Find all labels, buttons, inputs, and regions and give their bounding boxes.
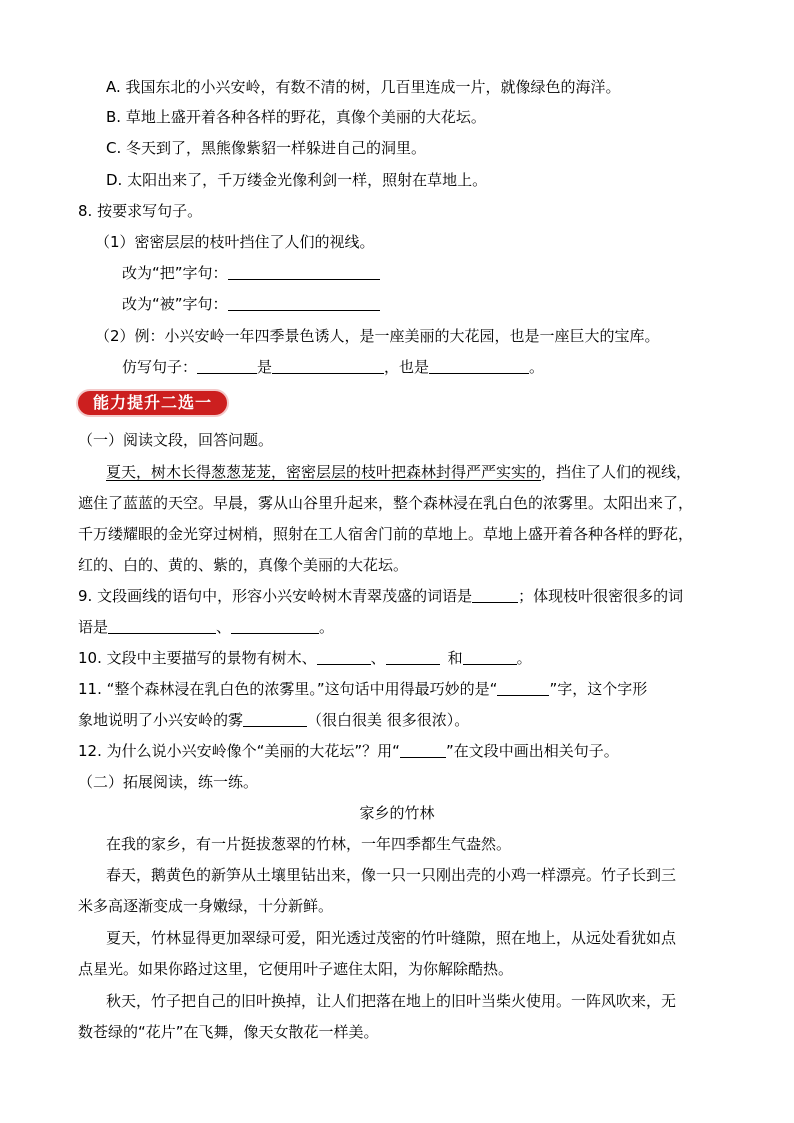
question-12: [0, 741, 794, 761]
imitate-blank-2[interactable]: [272, 357, 384, 374]
question-11-line-1: [0, 679, 794, 699]
passage-line-2: 遮住了蓝蓝的天空。早晨，雾从山谷里升起来，整个森林浸在乳白色的浓雾里。太阳出来了，: [78, 494, 694, 512]
q9-blank-2[interactable]: [108, 617, 216, 634]
q12-blank[interactable]: [400, 741, 446, 758]
part2-line-1: 在我的家乡，有一片挺拔葱翠的竹林，一年四季都生气盎然。: [106, 835, 512, 853]
ba-sentence-blank[interactable]: [228, 263, 380, 280]
question-8-title: 8. 按要求写句子。: [78, 202, 203, 220]
question-11-text-a: 11. “整个森林浸在乳白色的浓雾里。”这句话中用得最巧妙的是“: [78, 680, 498, 698]
q11-blank-2[interactable]: [243, 710, 307, 727]
q11-blank-1[interactable]: [497, 679, 549, 696]
question-11-text-d: （很白很美 很多很浓）。: [307, 711, 470, 729]
part2-heading: （二）拓展阅读，练一练。: [78, 773, 259, 791]
part2-line-2: 春天，鹅黄色的新笋从土壤里钻出来，像一只一只刚出壳的小鸡一样漂亮。竹子长到三: [106, 866, 677, 884]
imitate-row: [0, 357, 794, 377]
bei-sentence-label: 改为“被”字句：: [122, 295, 228, 313]
ba-sentence-row: [0, 263, 794, 283]
question-12-text-b: ”在文段中画出相关句子。: [445, 742, 619, 760]
passage-line-4: 红的、白的、黄的、紫的，真像个美丽的大花坛。: [78, 556, 409, 574]
q10-blank-2[interactable]: [386, 648, 440, 665]
imitate-label: 仿写句子：: [122, 358, 198, 376]
part2-line-4: 夏天，竹林显得更加翠绿可爱，阳光透过茂密的竹叶缝隙，照在地上，从远处看犹如点: [106, 929, 677, 947]
question-8-part1: （1）密密层层的枝叶挡住了人们的视线。: [95, 233, 375, 251]
ba-sentence-label: 改为“把”字句：: [122, 264, 228, 282]
part2-line-7: 数苍绿的“花片”在飞舞，像天女散花一样美。: [78, 1023, 379, 1041]
q9-blank-3[interactable]: [231, 617, 319, 634]
option-a: A. 我国东北的小兴安岭，有数不清的树，几百里连成一片，就像绿色的海洋。: [106, 78, 621, 96]
question-10-text-a: 10. 文段中主要描写的景物有树木、: [78, 649, 317, 667]
section-banner: 能力提升二选一: [76, 389, 229, 417]
question-9-text-a: 9. 文段画线的语句中，形容小兴安岭树木青翠茂盛的词语是: [78, 587, 473, 605]
option-b: B. 草地上盛开着各种各样的野花，真像个美丽的大花坛。: [106, 108, 486, 126]
part1-heading: （一）阅读文段，回答问题。: [78, 431, 274, 449]
question-10-text-d: 。: [516, 649, 532, 667]
question-11-text-c: 象地说明了小兴安岭的雾: [78, 711, 244, 729]
question-9-line-1: [0, 586, 794, 606]
q10-blank-1[interactable]: [317, 648, 371, 665]
question-8-part2: （2）例：小兴安岭一年四季景色诱人，是一座美丽的大花园，也是一座巨大的宝库。: [95, 327, 660, 345]
question-10-text-c: 和: [447, 649, 463, 667]
part2-line-3: 米多高逐渐变成一身嫩绿，十分新鲜。: [78, 897, 334, 915]
question-10-text-b: 、: [370, 649, 386, 667]
question-10: [0, 648, 794, 668]
question-9-text-b: ；体现枝叶很密很多的词: [518, 587, 684, 605]
imitate-blank-3[interactable]: [429, 357, 529, 374]
question-11-line-2: [0, 710, 794, 730]
bei-sentence-row: [0, 294, 794, 314]
passage-line-1-rest: ，挡住了人们的视线，: [541, 463, 692, 481]
passage-title: 家乡的竹林: [359, 804, 435, 822]
imitate-yeshi: ，也是: [384, 358, 430, 376]
imitate-end: 。: [529, 358, 545, 376]
q10-blank-3[interactable]: [463, 648, 517, 665]
question-12-text-a: 12. 为什么说小兴安岭像个“美丽的大花坛”？用“: [78, 742, 400, 760]
question-9-text-c: 语是: [78, 618, 109, 636]
passage-underlined-sentence: 夏天，树木长得葱葱茏茏，密密层层的枝叶把森林封得严严实实的: [106, 463, 542, 481]
question-9-line-2: [0, 617, 794, 637]
question-9-text-d: 、: [216, 618, 232, 636]
q9-blank-1[interactable]: [472, 586, 518, 603]
imitate-blank-1[interactable]: [197, 357, 257, 374]
question-9-text-e: 。: [319, 618, 335, 636]
part2-line-5: 点星光。如果你路过这里，它便用叶子遮住太阳，为你解除酷热。: [78, 960, 514, 978]
imitate-shi: 是: [257, 358, 273, 376]
part2-line-6: 秋天，竹子把自己的旧叶换掉，让人们把落在地上的旧叶当柴火使用。一阵风吹来，无: [106, 992, 677, 1010]
option-c: C. 冬天到了，黑熊像紫貂一样躲进自己的洞里。: [106, 139, 427, 157]
passage-line-3: 千万缕耀眼的金光穿过树梢，照射在工人宿舍门前的草地上。草地上盛开着各种各样的野花，: [78, 525, 694, 543]
passage-line-1: [0, 462, 794, 482]
question-11-text-b: ”字，这个字形: [549, 680, 648, 698]
option-d: D. 太阳出来了，千万缕金光像利剑一样，照射在草地上。: [106, 171, 488, 189]
bei-sentence-blank[interactable]: [228, 294, 380, 311]
